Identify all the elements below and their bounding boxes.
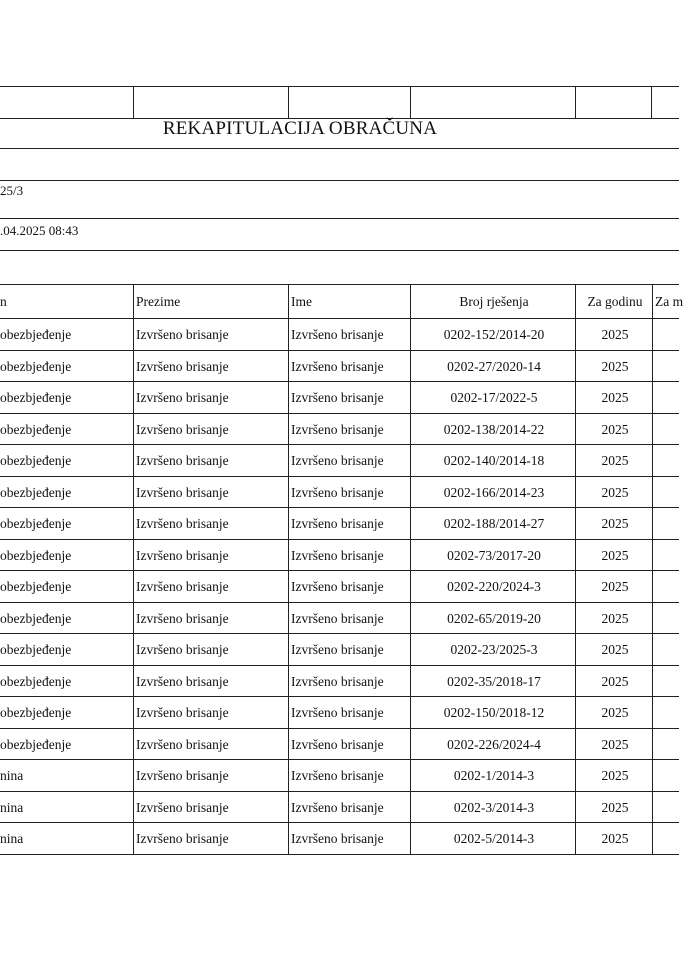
cell-col1: obezbjeđenje <box>0 729 133 761</box>
cell-za-godinu: 2025 <box>575 540 652 572</box>
cell-ime: Izvršeno brisanje <box>288 508 410 540</box>
cell-ime: Izvršeno brisanje <box>288 729 410 761</box>
cell-broj-rjesenja: 0202-150/2018-12 <box>410 697 575 729</box>
cell-za-godinu: 2025 <box>575 697 652 729</box>
header-za-m: Za m <box>652 285 679 319</box>
cell-ime: Izvršeno brisanje <box>288 414 410 446</box>
cell-za-m <box>652 540 679 572</box>
cell-prezime: Izvršeno brisanje <box>133 508 288 540</box>
cell-broj-rjesenja: 0202-138/2014-22 <box>410 414 575 446</box>
cell-col1: obezbjeđenje <box>0 477 133 509</box>
cell-za-m <box>652 760 679 792</box>
cell-col1: obezbjeđenje <box>0 319 133 351</box>
data-table <box>0 285 683 855</box>
cell-ime: Izvršeno brisanje <box>288 823 410 855</box>
cell-za-m <box>652 351 679 383</box>
cell-prezime: Izvršeno brisanje <box>133 351 288 383</box>
cell-za-m <box>652 445 679 477</box>
cell-za-m <box>652 697 679 729</box>
cell-ime: Izvršeno brisanje <box>288 697 410 729</box>
header-cell: n <box>0 285 133 319</box>
cell-broj-rjesenja: 0202-3/2014-3 <box>410 792 575 824</box>
cell-prezime: Izvršeno brisanje <box>133 414 288 446</box>
header-ime: Ime <box>288 285 410 319</box>
header-za-godinu: Za godinu <box>575 285 652 319</box>
cell-za-m <box>652 823 679 855</box>
cell-ime: Izvršeno brisanje <box>288 571 410 603</box>
cell-col1: nina <box>0 792 133 824</box>
cell-broj-rjesenja: 0202-140/2014-18 <box>410 445 575 477</box>
document-title: REKAPITULACIJA OBRAČUNA <box>162 118 438 139</box>
cell-col1: obezbjeđenje <box>0 571 133 603</box>
cell-col1: nina <box>0 760 133 792</box>
cell-za-m <box>652 414 679 446</box>
cell-prezime: Izvršeno brisanje <box>133 571 288 603</box>
cell-prezime: Izvršeno brisanje <box>133 634 288 666</box>
cell-broj-rjesenja: 0202-152/2014-20 <box>410 319 575 351</box>
cell-ime: Izvršeno brisanje <box>288 634 410 666</box>
cell-za-m <box>652 666 679 698</box>
cell-col1: obezbjeđenje <box>0 666 133 698</box>
cell-za-godinu: 2025 <box>575 571 652 603</box>
cell-broj-rjesenja: 0202-73/2017-20 <box>410 540 575 572</box>
cell-col1: obezbjeđenje <box>0 697 133 729</box>
cell-ime: Izvršeno brisanje <box>288 351 410 383</box>
cell-col1: obezbjeđenje <box>0 351 133 383</box>
cell-broj-rjesenja: 0202-226/2024-4 <box>410 729 575 761</box>
cell-col1: obezbjeđenje <box>0 382 133 414</box>
info-line-1: 25/3 <box>0 183 24 198</box>
cell-col1: obezbjeđenje <box>0 540 133 572</box>
cell-za-godinu: 2025 <box>575 823 652 855</box>
cell-za-godinu: 2025 <box>575 477 652 509</box>
cell-ime: Izvršeno brisanje <box>288 382 410 414</box>
cell-broj-rjesenja: 0202-17/2022-5 <box>410 382 575 414</box>
cell-prezime: Izvršeno brisanje <box>133 792 288 824</box>
cell-broj-rjesenja: 0202-65/2019-20 <box>410 603 575 635</box>
cell-broj-rjesenja: 0202-5/2014-3 <box>410 823 575 855</box>
info-line-2: .04.2025 08:43 <box>0 223 79 238</box>
cell-za-godinu: 2025 <box>575 666 652 698</box>
column-divider <box>410 86 411 118</box>
cell-broj-rjesenja: 0202-188/2014-27 <box>410 508 575 540</box>
cell-col1: obezbjeđenje <box>0 508 133 540</box>
cell-za-m <box>652 729 679 761</box>
cell-za-godinu: 2025 <box>575 351 652 383</box>
rule-line <box>0 180 679 181</box>
header-broj-rjesenja: Broj rješenja <box>410 285 575 319</box>
cell-prezime: Izvršeno brisanje <box>133 382 288 414</box>
cell-prezime: Izvršeno brisanje <box>133 666 288 698</box>
cell-col1: nina <box>0 823 133 855</box>
cell-ime: Izvršeno brisanje <box>288 603 410 635</box>
cell-ime: Izvršeno brisanje <box>288 477 410 509</box>
cell-za-m <box>652 477 679 509</box>
cell-prezime: Izvršeno brisanje <box>133 603 288 635</box>
cell-za-m <box>652 319 679 351</box>
rule-line <box>0 250 679 251</box>
cell-col1: obezbjeđenje <box>0 445 133 477</box>
cell-za-godinu: 2025 <box>575 729 652 761</box>
cell-ime: Izvršeno brisanje <box>288 666 410 698</box>
cell-za-m <box>652 508 679 540</box>
cell-za-godinu: 2025 <box>575 603 652 635</box>
cell-prezime: Izvršeno brisanje <box>133 697 288 729</box>
header-prezime: Prezime <box>133 285 288 319</box>
cell-prezime: Izvršeno brisanje <box>133 445 288 477</box>
rule-line <box>0 86 679 87</box>
cell-za-godinu: 2025 <box>575 792 652 824</box>
cell-prezime: Izvršeno brisanje <box>133 823 288 855</box>
cell-col1: obezbjeđenje <box>0 414 133 446</box>
cell-za-m <box>652 382 679 414</box>
rule-line <box>0 148 679 149</box>
cell-broj-rjesenja: 0202-27/2020-14 <box>410 351 575 383</box>
cell-prezime: Izvršeno brisanje <box>133 540 288 572</box>
cell-prezime: Izvršeno brisanje <box>133 729 288 761</box>
cell-ime: Izvršeno brisanje <box>288 760 410 792</box>
cell-za-m <box>652 571 679 603</box>
cell-za-m <box>652 634 679 666</box>
cell-za-godinu: 2025 <box>575 445 652 477</box>
cell-za-godinu: 2025 <box>575 508 652 540</box>
cell-broj-rjesenja: 0202-23/2025-3 <box>410 634 575 666</box>
cell-za-godinu: 2025 <box>575 319 652 351</box>
cell-ime: Izvršeno brisanje <box>288 319 410 351</box>
cell-za-godinu: 2025 <box>575 760 652 792</box>
cell-prezime: Izvršeno brisanje <box>133 477 288 509</box>
cell-za-godinu: 2025 <box>575 414 652 446</box>
cell-prezime: Izvršeno brisanje <box>133 319 288 351</box>
rule-line <box>0 218 679 219</box>
cell-za-m <box>652 792 679 824</box>
cell-ime: Izvršeno brisanje <box>288 540 410 572</box>
cell-col1: obezbjeđenje <box>0 603 133 635</box>
cell-za-godinu: 2025 <box>575 634 652 666</box>
cell-ime: Izvršeno brisanje <box>288 445 410 477</box>
cell-prezime: Izvršeno brisanje <box>133 760 288 792</box>
column-divider <box>288 86 289 118</box>
cell-broj-rjesenja: 0202-166/2014-23 <box>410 477 575 509</box>
cell-za-m <box>652 603 679 635</box>
cell-za-godinu: 2025 <box>575 382 652 414</box>
cell-broj-rjesenja: 0202-35/2018-17 <box>410 666 575 698</box>
cell-broj-rjesenja: 0202-220/2024-3 <box>410 571 575 603</box>
column-divider <box>651 86 652 118</box>
column-divider <box>133 86 134 118</box>
cell-broj-rjesenja: 0202-1/2014-3 <box>410 760 575 792</box>
column-divider <box>575 86 576 118</box>
cell-ime: Izvršeno brisanje <box>288 792 410 824</box>
cell-col1: obezbjeđenje <box>0 634 133 666</box>
